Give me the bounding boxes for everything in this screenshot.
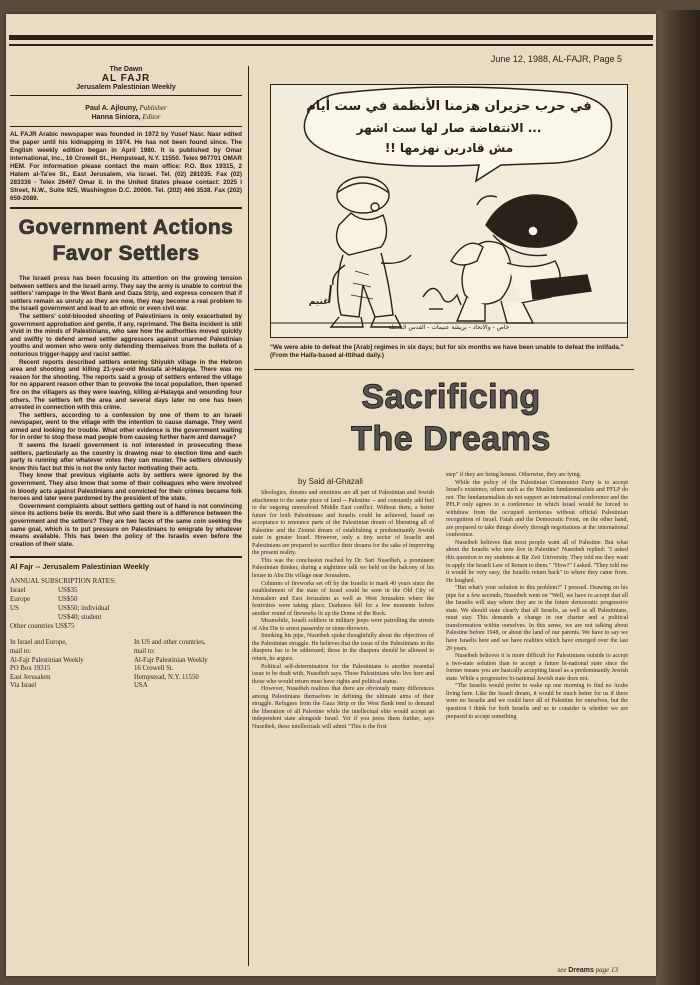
article-paragraph: step" if they are being honest. Otherwise, they are lying. [446, 472, 582, 478]
continued-notice [558, 966, 619, 974]
divider [10, 207, 242, 209]
article-paragraph: Ideologies, dreams and emotions are all part of Palestinian and Jewish attachment to the same piece of land -- Palestine -- and constantly add fuel to the ongoing unresolved Middle East conflict. Without them, a better future for both Palestinians and Israelis could be achieved, based on acceptance to renounce parts of the Palestinian dream of liberating all of Palestine and the Zionist dream of establishing a predominantly Jewish state in greater Israel. However, only a tiny sector of Israelis and Palestinians are prepared to sacrifice their dreams for the sake of improving the present reality. [252, 490, 434, 557]
rates-title: ANNUAL SUBSCRIPTION RATES: [10, 577, 116, 586]
continued-page: page 13 [595, 966, 618, 974]
speech-line-3: مش قادرين نهزمها !! [384, 141, 514, 155]
rate-row: US$40; student [58, 613, 102, 622]
editorial-paragraph: They know that previous vigilante acts by settlers were ignored by the government. They also know that some of their colleagues who were involved in bloody acts against Palestinians and convicted for their crimes became folk heroes and later were pardoned by the president of the state. [10, 472, 242, 503]
speech-line-1: في حرب حزيران هزمنا الأنظمة في ست أيام [306, 99, 592, 114]
article-headline-line-2: The Dreams [351, 420, 551, 458]
editorial-paragraph: The settlers' cold-blooded shooting of Palestinians is only exacerbated by government approbation and gentle, if any, reprimand. The Beita incident is still vivid in the minds of Palestinians, who saw how the authorities moved quickly and swiftly to defend armed settler aggressors against unarmed Palestinian youths and women who were only defending themselves from the bullets of a notorious trigger-happy and racist settler. [10, 312, 242, 358]
article-paragraph: Political self-determination for the Palestinians is another essential issue to be dealt with, Nuseibeh says. Those Palestinians who live here and those who would return must have rights and political status. [252, 663, 434, 685]
masthead-subtitle: Jerusalem Palestinian Weekly [76, 84, 176, 91]
editorial-paragraph: The Israeli press has been focusing its attention on the growing tension between settlers and the Israeli army. They say the army is unable to control the settlers' rampage in the West Bank and Gaza Strip, and express concern that if settlers remain as unruly as they are now, they may become a real problem to the Israeli government and lead to an ethnic or even civil war. [10, 275, 242, 313]
editorial-paragraph: Recent reports described settlers entering Shiyukh village in the Hebron area and shooting and killing 21-year-old Mustafa al-Halayqa. There was no reason for the shooting. The reports said a group of settlers entered the village for no apparent reason other than to provoke the local population, then opened fire on the villagers as they were leaving, killing al-Halayqa and wounding four others. The settlers left the area and several days later no one has been arrested in connection with this crime. [10, 358, 242, 412]
article-paragraph: Nuseibeh believes it is more difficult for Palestinians outside to accept a two-state solution than to accept a future bi-national state since the former means you are basically accepting Israel as a predominantly Jewish state. While a progressive bi-national Jewish state does not. [446, 653, 628, 682]
cartoon-footer: خاص - والاتحاد - بريشة عنيمات - القدس المحتلة [388, 324, 510, 331]
article-paragraph: While the policy of the Palestinian Communist Party is to accept Israel's existence, others such as the Muslim fundamentalists and PFLP do not. The fundamentalists do not support an international conference and the PFLP only agrees to a conference in which Israel would be forced to withdraw from the occupied territories without official Palestinian recognition of Israel. Fatah and the Democratic Front, on the other hand, are prepared to take things slowly through negotiations at the international conference. [446, 479, 628, 539]
article-column-b [446, 472, 628, 721]
date-line: June 12, 1988, AL-FAJR, Page 5 [490, 54, 622, 64]
article-paragraph: Columns of fireworks set off by the Israelis to mark 40 years since the establishment of the state of Israel could be seen in the Old City of Jerusalem and East Jerusalem as well as West Jerusalem where the festivities were taking place. Darkness fell for a few moments before another round of fireworks lit up the Dome of the Rock. [252, 580, 434, 617]
editorial-headline-line-1: Government Actions [18, 216, 234, 239]
article-byline: by Said al-Ghazali [298, 477, 363, 486]
editor-name: Hanna Siniora, [91, 114, 141, 121]
article-paragraph: "But what's your solution to this problem?" I pressed. Drawing on his pipe for a few seconds, Nuseibeh went on "Well, we have to accept that all the Israelis will stay where they are in the future democratic progressive state. We should state clearly that all Israelis, as well as all Palestinians, must stay. This demands a change in our charter and a political transformation within ourselves. In this sense, we are not talking about Palestine before 1948, or about the land of our parents. We have to say we have Israelis here and we have realities which have emerged over the last 20 years. [446, 585, 628, 652]
speech-line-2: ... الانتفاضة صار لها ست اشهر [356, 121, 542, 135]
continued-label: Dreams [568, 967, 594, 974]
article-column-a [252, 490, 434, 732]
artist-signature: غنيم [308, 297, 330, 307]
top-rule-thick [9, 35, 653, 40]
editorial-headline [10, 215, 242, 267]
divider [10, 95, 242, 96]
masthead-title: AL FAJR [101, 73, 151, 84]
column-divider [248, 66, 249, 966]
article-paragraph: Smoking his pipe, Nuseibeh spoke thoughtfully about the objectives of the Palestinian struggle. He believes that the issue of the Palestinians in the diaspora has to be addressed; those in the diaspora should be allowed to return, he argues. [252, 633, 434, 663]
editorial-paragraph: Government complaints about settlers getting out of hand is not convincing since its actions belie its words. But who said there is a difference between the government and the settlers? They are two faces of the same coin seeking the same goal, which is to put pressure on Palestinians to emigrate by whatever means available. This has been the policy of the Israelis even before the creation of their state. [10, 502, 242, 548]
divider [254, 369, 634, 370]
editorial-paragraph: It seems the Israeli government is not interested in prosecuting these settlers, particularly as the country is drawing near to election time and each party is running after whatever votes they can muster. The settlers obviously know this fact but this is not the only factor motivating their acts. [10, 442, 242, 472]
article-paragraph: Meanwhile, Israeli soldiers in military jeeps were patrolling the streets of Abu Dis to arrest passersby or stone-throwers. [252, 618, 434, 632]
book-binding [656, 10, 700, 985]
article-paragraph: This was the conclusion reached by Dr. Sari Nuseibeh, a prominent Palestinian thinker, during a nighttime talk we held on the balcony of his house in Abu Dis village near Jerusalem. [252, 557, 434, 580]
left-column [10, 66, 242, 691]
mailing-addresses [10, 639, 242, 691]
mail-address-right: In US and other countries, mail to: Al-Fajr Palestinian Weekly 16 Crowell St. Hempstead, N.Y. 11550 USA [134, 639, 208, 690]
editorial-body [10, 275, 242, 548]
rate-other: Other countries US$75 [10, 622, 75, 631]
editorial-headline-line-2: Favor Settlers [52, 242, 200, 265]
divider [10, 556, 242, 558]
masthead-line-1: The Dawn [109, 66, 143, 73]
newspaper-page [6, 14, 656, 976]
staff-box [10, 104, 242, 122]
article-paragraph: Nuseibeh believes that most people want all of Palestine. But what about the Israelis who now live in Palestine? Nuseibeh replied: "I asked this question to my students at Bir Zeit University. They told me they want to apply the Israeli Law of Return to them." "How?" I asked. "They told me it would be very easy, the Israelis return back" to where they came from. He laughed. [446, 539, 628, 584]
article-paragraph: However, Nuseibeh realizes that there are obviously many differences among Palestinians themselves in defining the ultimate aims of their struggle. Refugees from the Gaza Strip or the West Bank tend to demand the liberation of all Palestine while the intellectual elite would accept an independent state alongside Israel. Yet if you press them further, says Nuseibeh, these intellectuals will admit "This is the first [252, 686, 434, 730]
editor-role: Editor [142, 113, 161, 121]
publisher-name: Paul A. Ajlouny, [85, 105, 138, 112]
top-rule-thin [9, 44, 653, 46]
divider [10, 126, 242, 127]
article-headline [266, 376, 636, 460]
cartoon-caption: "We were able to defeat the [Arab] regimes in six days; but for six months we have been unable to defeat the intifada." (From the Haifa-based al-Ittihad daily.) [270, 344, 624, 359]
subscription-title: Al Fajr -- Jerusalem Palestinian Weekly [10, 562, 150, 572]
editorial-paragraph: The settlers, according to a confession by one of them to an Israeli newspaper, went to the village with the intention to cause damage. They went armed and looking for trouble. What other evidence is the government waiting for in order to stop these mad people from causing further harm and damage? [10, 411, 242, 442]
publisher-role: Publisher [139, 104, 167, 112]
masthead [10, 66, 242, 91]
rate-row: Europe US$50 [10, 595, 78, 604]
about-text: AL FAJR Arabic newspaper was founded in 1972 by Yusef Nasr. Nasr edited the paper until his kidnapping in 1974. He has not been found since. The English weekly edition began in April 1980. It is published by Omar International, Inc., 16 Crowell St., Hempstead, N.Y. 11550. Telex 967701 OMAR HEM. For information please contact the main office: P.O. Box 19315, 2 Hatem al-Ta'ee St., East Jerusalem, via Israel. Tel. (02) 281035. Fax (02) 283336 - Telex 26467 Omar il. In the United States please contact: 2025 I Street, N.W., Suite 925, Washington D.C. 20006. Tel. (202) 466 3538. Fax (202) 659-2089. [10, 131, 242, 202]
rate-row: Israel US$35 [10, 586, 78, 595]
editorial-cartoon [270, 84, 628, 338]
rate-row: US US$50; individual [10, 604, 110, 613]
continued-see: see [557, 966, 567, 974]
article-headline-line-1: Sacrificing [361, 378, 541, 416]
mail-address-left: In Israel and Europe, mail to: Al-Fajr Palestinian Weekly PO Box 19315 East Jerusalem Via Israel [10, 639, 84, 690]
article-paragraph: "The Israelis would prefer to wake up one morning to find no Arabs living here. Like the Israeli dream, it would be much better for us if there were no Israelis and we could have all of Palestine for ourselves, but the question I think for both Israelis and us to consider is whether we are prepared to accept something [446, 683, 628, 720]
subscription-box [10, 577, 242, 691]
